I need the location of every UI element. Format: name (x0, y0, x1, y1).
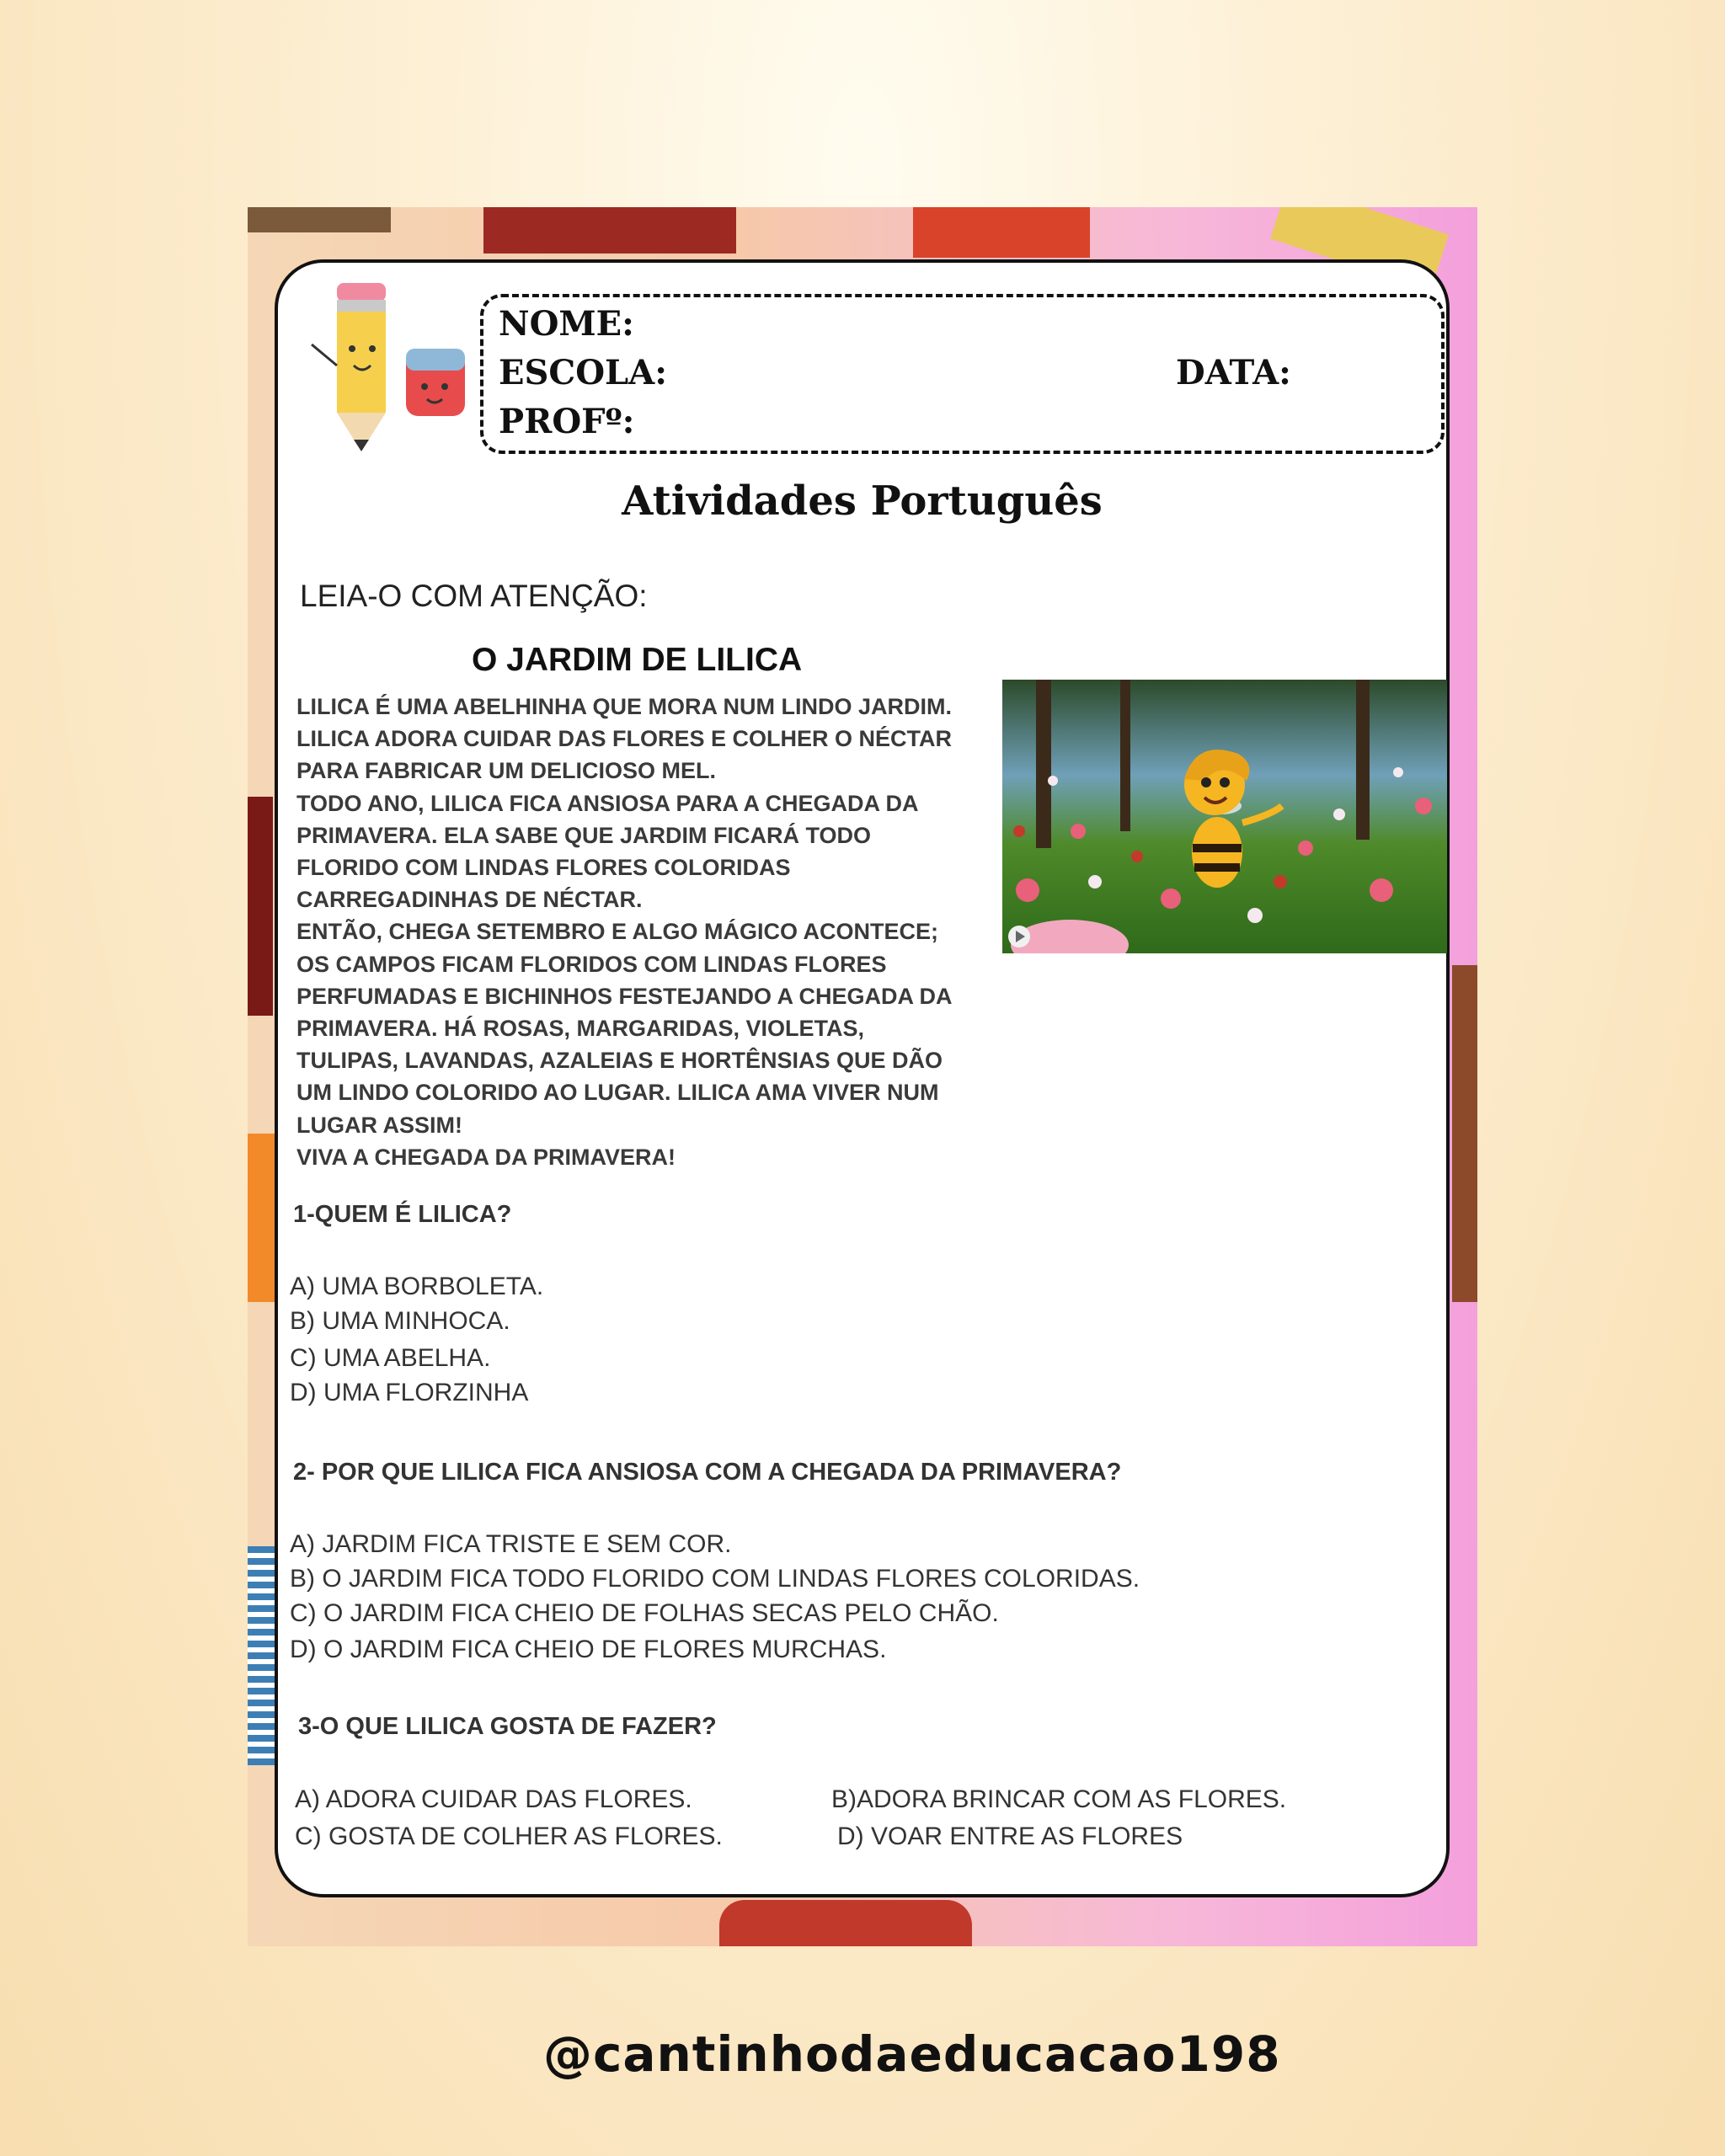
decor-right-brown-icon (1452, 965, 1477, 1302)
date-label: DATA: (1176, 353, 1291, 392)
decor-red-block-icon (483, 207, 736, 253)
question-2: 2- POR QUE LILICA FICA ANSIOSA COM A CHEGADA DA PRIMAVERA? (293, 1459, 1122, 1486)
decor-orange-block-icon (913, 207, 1090, 258)
student-info-box (480, 294, 1445, 454)
question-1-option-c: C) UMA ABELHA. (290, 1344, 491, 1372)
question-1: 1-QUEM É LILICA? (293, 1201, 512, 1228)
question-1-option-a: A) UMA BORBOLETA. (290, 1273, 544, 1300)
question-3-option-d: D) VOAR ENTRE AS FLORES (837, 1822, 1183, 1850)
story-line: PRIMAVERA. HÁ ROSAS, MARGARIDAS, VIOLETAS, (296, 1016, 865, 1042)
worksheet-sheet (248, 207, 1477, 1946)
story-line: FLORIDO COM LINDAS FLORES COLORIDAS (296, 855, 791, 881)
question-1-option-b: B) UMA MINHOCA. (290, 1307, 510, 1335)
story-line: LILICA ADORA CUIDAR DAS FLORES E COLHER O NÉCTAR (296, 726, 952, 752)
story-line: LUGAR ASSIM! (296, 1112, 462, 1138)
decor-left-red-icon (248, 797, 273, 1016)
story-line: PARA FABRICAR UM DELICIOSO MEL. (296, 758, 716, 784)
question-2-option-b: B) O JARDIM FICA TODO FLORIDO COM LINDAS FLORES COLORIDAS. (290, 1565, 1140, 1593)
question-3-option-a: A) ADORA CUIDAR DAS FLORES. (295, 1785, 692, 1813)
story-line: LILICA É UMA ABELHINHA QUE MORA NUM LINDO JARDIM. (296, 694, 952, 719)
decor-bottom-red-icon (719, 1900, 972, 1946)
story-line: OS CAMPOS FICAM FLORIDOS COM LINDAS FLORES (296, 951, 887, 977)
question-2-option-a: A) JARDIM FICA TRISTE E SEM COR. (290, 1530, 732, 1558)
decor-left-ruler-icon (248, 1546, 275, 1765)
story-title: O JARDIM DE LILICA (472, 642, 803, 678)
question-2-option-c: C) O JARDIM FICA CHEIO DE FOLHAS SECAS PELO CHÃO. (290, 1599, 999, 1627)
question-1-option-d: D) UMA FLORZINHA (290, 1379, 529, 1406)
pencil-mascot-icon (296, 273, 482, 467)
story-line: UM LINDO COLORIDO AO LUGAR. LILICA AMA VIVER NUM (296, 1080, 939, 1106)
story-line: TODO ANO, LILICA FICA ANSIOSA PARA A CHEGADA DA (296, 790, 919, 816)
question-3-option-c: C) GOSTA DE COLHER AS FLORES. (295, 1822, 723, 1850)
story-line: VIVA A CHEGADA DA PRIMAVERA! (296, 1144, 676, 1170)
story-line: PRIMAVERA. ELA SABE QUE JARDIM FICARÁ TODO (296, 822, 872, 848)
question-2-option-d: D) O JARDIM FICA CHEIO DE FLORES MURCHAS. (290, 1636, 887, 1663)
story-text (296, 691, 987, 1173)
story-line: PERFUMADAS E BICHINHOS FESTEJANDO A CHEGADA DA (296, 983, 953, 1009)
worksheet-title: Atividades Português (622, 478, 1103, 525)
school-label: ESCOLA: (499, 353, 667, 392)
name-label: NOME: (499, 304, 634, 344)
decor-book-icon (248, 207, 391, 232)
story-line: TULIPAS, LAVANDAS, AZALEIAS E HORTÊNSIAS QUE DÃO (296, 1048, 943, 1074)
story-line: ENTÃO, CHEGA SETEMBRO E ALGO MÁGICO ACONTECE; (296, 919, 939, 945)
worksheet-card (275, 259, 1450, 1897)
decor-left-orange-icon (248, 1134, 275, 1302)
question-3-option-b: B)ADORA BRINCAR COM AS FLORES. (831, 1785, 1287, 1813)
footer-handle: @cantinhodaeducacao198 (543, 2025, 1281, 2083)
teacher-label: PROFº: (499, 402, 635, 441)
bee-illustration (1002, 680, 1447, 953)
reading-instruction: LEIA-O COM ATENÇÃO: (300, 579, 648, 613)
story-line: CARREGADINHAS DE NÉCTAR. (296, 887, 643, 913)
question-3: 3-O QUE LILICA GOSTA DE FAZER? (298, 1713, 717, 1740)
